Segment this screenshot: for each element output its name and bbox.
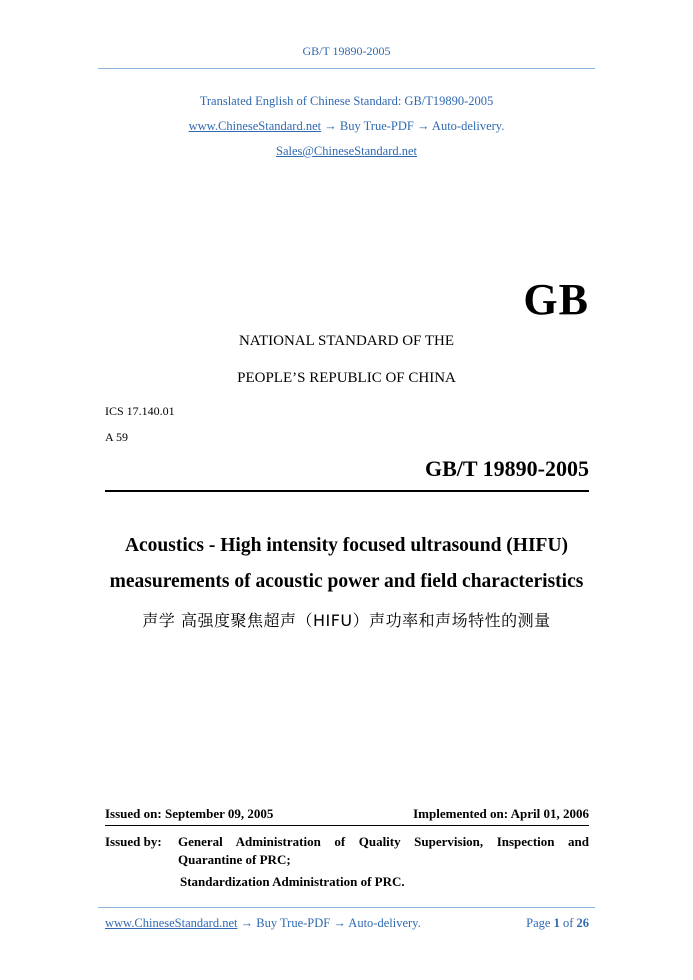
footer-site-link[interactable]: www.ChineseStandard.net [105,916,238,930]
page-current: 1 [553,916,560,930]
email-line [0,144,693,159]
dates-row [105,806,589,822]
document-number: GB/T 19890-2005 [424,456,589,481]
site-link[interactable]: www.ChineseStandard.net [188,119,322,133]
purchase-promo: → Buy True-PDF → Auto-delivery. [321,119,505,133]
page-of: of [562,916,574,930]
issued-on-date: Issued on: September 09, 2005 [105,806,274,821]
issued-by-label: Issued by: [105,834,162,849]
page-label: Page [526,916,551,930]
issuer-line3: Standardization Administration of PRC. [180,874,405,889]
ics-code: ICS 17.140.01 [105,404,175,418]
national-standard-line1: NATIONAL STANDARD OF THE [238,333,455,349]
implemented-on-date: Implemented on: April 01, 2006 [413,806,589,821]
footer-promo: → Buy True-PDF → Auto-delivery. [237,916,421,930]
gb-logo: GB [523,275,589,324]
title-divider [105,490,589,492]
title-english-line1: Acoustics - High intensity focused ultrasound (HIFU) [124,535,569,556]
issuer-line2: Quarantine of PRC; [178,852,291,867]
dates-divider [105,825,589,826]
title-chinese: 声学 高强度聚焦超声（HIFU）声功率和声场特性的测量 [142,611,551,630]
header-divider [98,68,595,69]
national-standard-line2: PEOPLE’S REPUBLIC OF CHINA [237,370,456,386]
footer-divider [98,907,595,908]
page-total: 26 [576,916,589,930]
title-english-line2: measurements of acoustic power and field characteristics [109,571,584,592]
page-indicator [526,916,589,931]
translation-notice: Translated English of Chinese Standard: GB/T19890-2005 [199,94,494,108]
classification-code: A 59 [105,430,129,444]
running-header: GB/T 19890-2005 [302,44,391,58]
issuer-line1: General Administration of Quality Supervision, Inspection and [178,834,589,849]
sales-email-link[interactable]: Sales@ChineseStandard.net [276,144,417,158]
footer-purchase-line [105,916,421,931]
purchase-line [0,119,693,134]
